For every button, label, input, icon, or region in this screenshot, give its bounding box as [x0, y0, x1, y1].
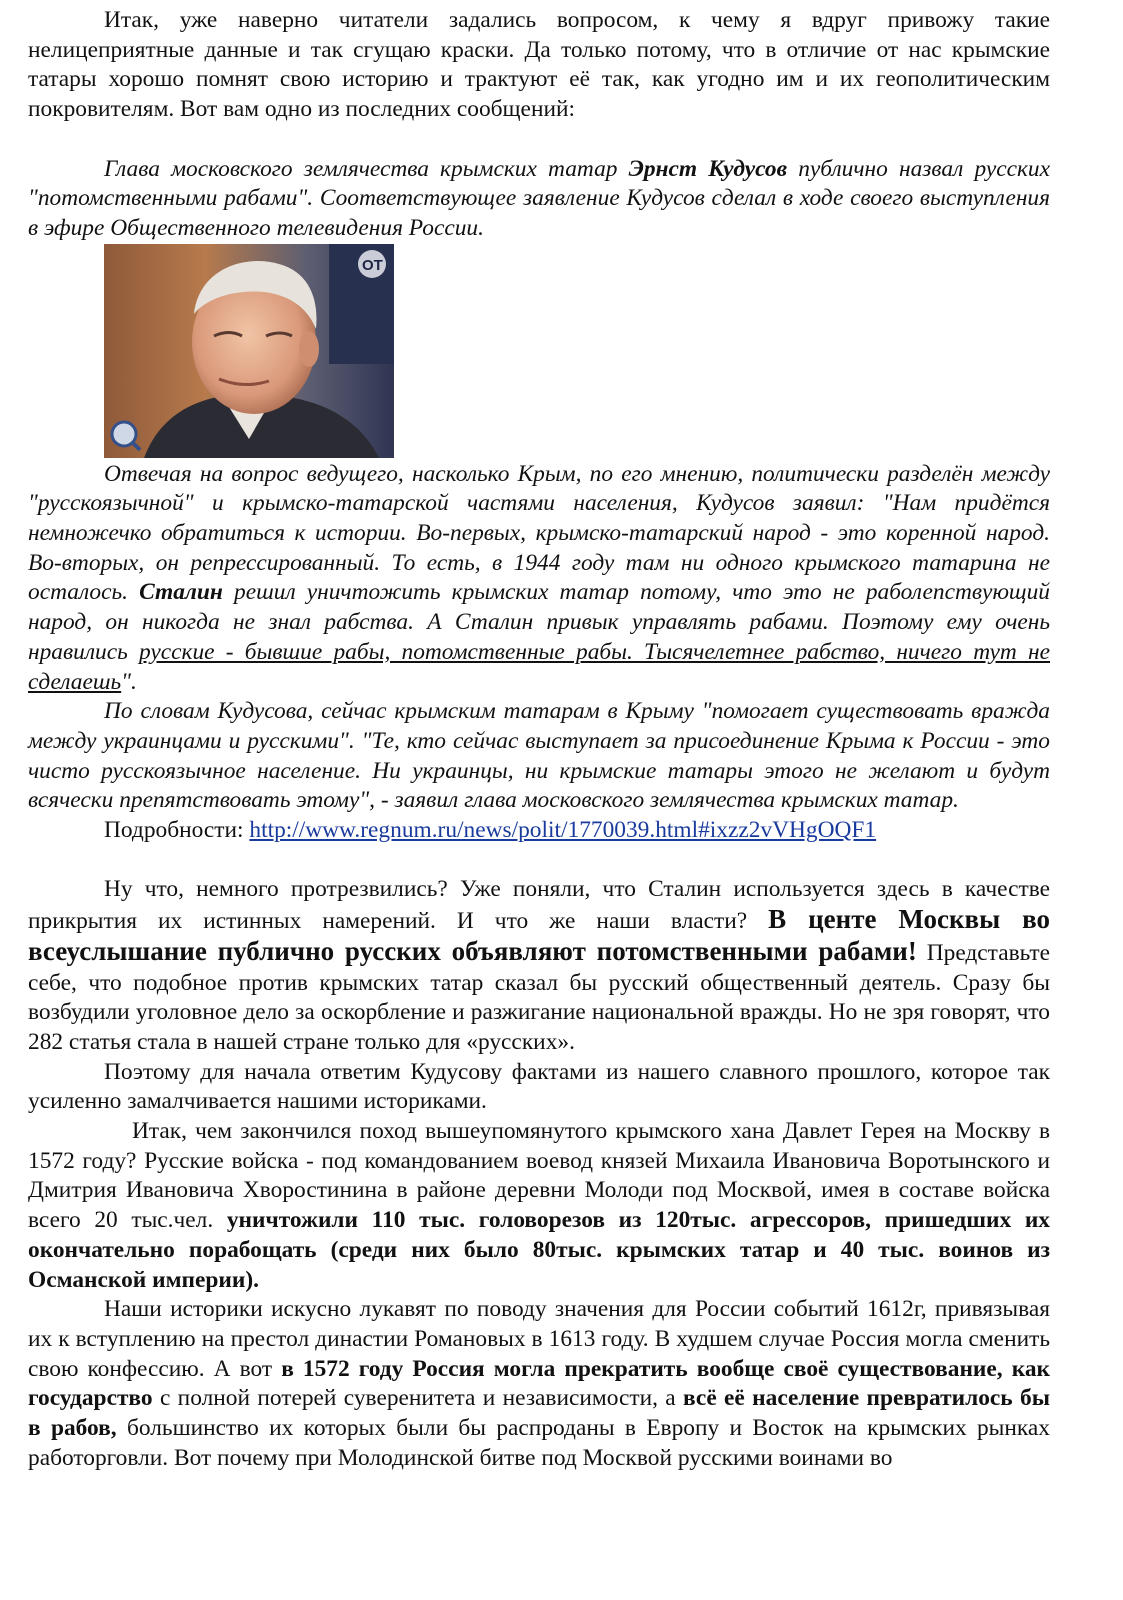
paragraph-text: с полной потерей суверенитета и независимости, а [152, 1385, 684, 1412]
paragraph-text: большинство их которых были бы распроданы в Европу и Восток на крымских рынках работорговли. Вот почему при Молодинской битве под Москвой русскими воинами во [28, 1415, 1050, 1471]
details-line [28, 816, 1050, 846]
paragraph-2 [28, 875, 1050, 1057]
blank-line [28, 846, 1050, 876]
tv-badge-text: ОТ [362, 256, 383, 274]
photo-row [28, 244, 1050, 460]
quote-paragraph-3: По словам Кудусова, сейчас крымским татарам в Крыму "помогает существовать вражда между украинцами и русскими". "Те, кто сейчас выступает за присоединение Крыма к России - это чисто русскоязычное население. Ни украинцы, ни крымские татары этого не желают и будут всячески препятствовать этому", - заявил глава московского землячества крымских татар. [28, 698, 1050, 814]
quote-underlined-text: русские - бывшие рабы, потомственные рабы. Тысячелетнее рабство, ничего тут не сделаешь [28, 638, 1050, 695]
document-page [28, 6, 1050, 1474]
quote-text: ". [121, 668, 137, 695]
paragraph-text: Наши историки искусно лукавят по поводу значения для России событий 1612г, привязывая их к вступлению на престол династии Романовых в 1613 году. В худшем случае Россия могла сменить свою конфессию. А вот [28, 1296, 1050, 1382]
quote-paragraph-2 [28, 460, 1050, 698]
quote-paragraph-1 [28, 155, 1050, 244]
blank-line [28, 125, 1050, 155]
paragraph-5 [28, 1295, 1050, 1473]
quote-text: публично назвал русских "потомственными рабами". Соответствующее заявление Кудусов сделал в ходе своего выступления в эфире Общественного телевидения России. [28, 155, 1051, 241]
emphasis-large-bold: В центе Москвы во всеуслышание публично русских объявляют потомственными рабами! [28, 904, 1050, 966]
quote-stalin-bold: Сталин [139, 579, 223, 606]
paragraph-bold: уничтожили 110 тыс. головорезов из 120тыс. агрессоров, пришедших их окончательно порабощать (среди них было 80тыс. крымских татар и 40 тыс. воинов из Османской империи). [28, 1207, 1050, 1293]
paragraph-bold: в 1572 году Россия могла прекратить вообще своё существование, как государство [28, 1355, 1050, 1412]
quote-text: Глава московского землячества крымских татар [104, 155, 629, 182]
quote-text: решил уничтожить крымских татар потому, что это не раболепствующий народ, он никогда не знал рабства. А Сталин привык управлять рабами. Поэтому ему очень нравились [28, 579, 1050, 665]
paragraph-3: Поэтому для начала ответим Кудусову фактами из нашего славного прошлого, которое так усиленно замалчивается нашими историками. [28, 1058, 1050, 1115]
paragraph-text: Итак, чем закончился поход вышеупомянутого крымского хана Давлет Герея на Москву в 1572 году? Русские войска - под командованием воевод князей Михаила Ивановича Воротынского и Дмитрия Ивановича Хворостинина в районе деревни Молоди под Москвой, имея в составе войска всего 20 тыс.чел. [28, 1118, 1050, 1234]
source-link[interactable]: http://www.regnum.ru/news/polit/1770039.html#ixzz2vVHgOQF1 [249, 817, 877, 844]
details-label: Подробности: [104, 817, 250, 844]
portrait-photo[interactable] [104, 244, 394, 458]
portrait-illustration [104, 244, 394, 458]
paragraph-intro: Итак, уже наверно читатели задались вопросом, к чему я вдруг привожу такие нелицеприятные данные и так сгущаю краски. Да только потому, что в отличие от нас крымские татары хорошо помнят свою историю и трактуют её так, как угодно им и их геополитическим покровителям. Вот вам одно из последних сообщений: [28, 7, 1050, 123]
paragraph-4 [28, 1117, 1050, 1295]
paragraph-text: Ну что, немного протрезвились? Уже поняли, что Сталин используется здесь в качестве прикрытия их истинных намерений. И что же наши власти? [28, 876, 1050, 935]
paragraph-bold: всё её население превратилось бы в рабов, [28, 1385, 1050, 1442]
quote-text: Отвечая на вопрос ведущего, насколько Крым, по его мнению, политически разделён между "русскоязычной" и крымско-татарской частями населения, Кудусов заявил: "Нам придётся немножечко обратиться к истории. Во-первых, крымско-татарский народ - это коренной народ. Во-вторых, он репрессированный. То есть, в 1944 году там ни одного крымского татарина не осталось. [28, 460, 1050, 606]
paragraph-text: Представьте себе, что подобное против крымских татар сказал бы русский общественный деятель. Сразу бы возбудили уголовное дело за оскорбление и разжигание национальной вражды. Но не зря говорят, что 282 статья стала в нашей стране только для «русских». [28, 939, 1051, 1055]
quote-name-bold: Эрнст Кудусов [628, 155, 788, 182]
